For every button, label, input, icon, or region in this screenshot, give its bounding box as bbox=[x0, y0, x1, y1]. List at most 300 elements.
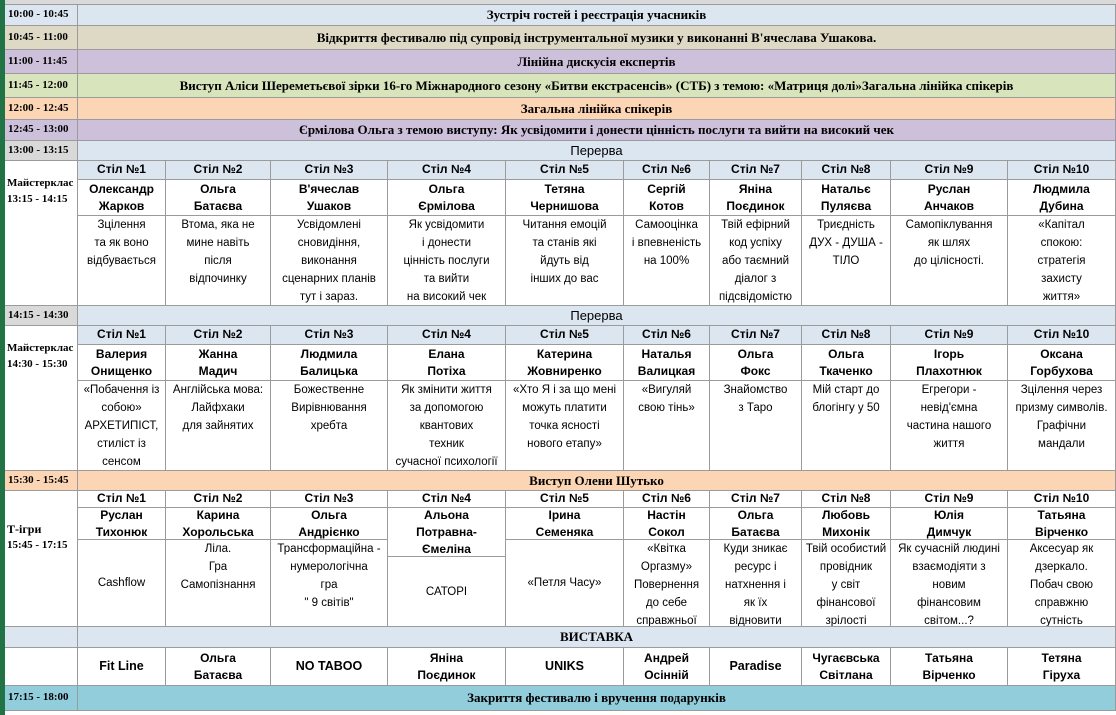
speaker-name-line: Юлія bbox=[933, 508, 965, 522]
speaker-name bbox=[1008, 508, 1116, 540]
speaker-name-line: Димчук bbox=[926, 524, 972, 539]
session-type: Т-ігри bbox=[7, 522, 42, 536]
session-time: 13:15 - 14:15 bbox=[7, 193, 68, 205]
talk-topic-line: виконання bbox=[301, 255, 357, 267]
talk-topic bbox=[166, 540, 271, 627]
speaker-name-line: Ємеліна bbox=[422, 541, 471, 556]
talk-topic-line: стратегія bbox=[1037, 255, 1086, 267]
event-cell bbox=[78, 26, 1116, 50]
speaker-name-line: Валерия bbox=[95, 346, 148, 361]
table-header-text: Стіл №6 bbox=[642, 162, 691, 177]
talk-topic-line: сенсом bbox=[102, 456, 141, 468]
talk-topic-line: мандали bbox=[1038, 438, 1085, 450]
talk-topic-line: ресурс і bbox=[734, 561, 777, 573]
talk-topic-line: справжньої bbox=[636, 615, 697, 627]
talk-topic-line: частина нашого bbox=[906, 420, 992, 432]
talk-topic-line: натхнення і bbox=[725, 579, 786, 591]
talk-topic-line: як шлях bbox=[927, 237, 971, 249]
talk-topic-line: Графічни bbox=[1036, 420, 1087, 432]
table-header bbox=[506, 491, 624, 508]
talk-topic-line: призму символів. bbox=[1015, 402, 1108, 414]
talk-topic bbox=[388, 381, 506, 471]
speaker-name-line: Сергій bbox=[647, 181, 686, 196]
talk-topic-line: Твій ефірний bbox=[721, 219, 790, 231]
speaker-name bbox=[1008, 345, 1116, 381]
talk-topic bbox=[1008, 216, 1116, 306]
table-header bbox=[388, 326, 506, 345]
talk-topic-line: сновидіння, bbox=[297, 237, 361, 249]
exhibitor-name-line: Батаєва bbox=[193, 667, 243, 682]
talk-topic-line: Англійська мова: bbox=[172, 384, 264, 396]
talk-topic-line: світом...? bbox=[924, 615, 974, 627]
speaker-name-line: Ольга bbox=[737, 508, 774, 522]
bottom-strip bbox=[0, 711, 1116, 715]
talk-topic bbox=[506, 540, 624, 627]
talk-topic-line: та як воно bbox=[94, 237, 149, 249]
talk-topic-line: стиліст із bbox=[97, 438, 146, 450]
table-header bbox=[271, 161, 388, 180]
speaker-name bbox=[506, 345, 624, 381]
speaker-name-line: Тихонюк bbox=[95, 524, 148, 539]
talk-topic-line: відбувається bbox=[87, 255, 156, 267]
session-time: 14:30 - 15:30 bbox=[7, 358, 68, 370]
speaker-name-line: Жанна bbox=[198, 346, 238, 361]
speaker-name bbox=[891, 180, 1008, 216]
talk-topic-line: точка ясності bbox=[529, 420, 600, 432]
talk-topic-line: цінність послуги bbox=[403, 255, 490, 267]
talk-topic-line: після bbox=[204, 255, 232, 267]
talk-topic-line: Оргазму» bbox=[640, 561, 693, 573]
speaker-name-line: Батаєва bbox=[193, 198, 243, 213]
table-header-text: Стіл №2 bbox=[193, 491, 243, 506]
exhibitor-name-line: Поєдинок bbox=[417, 667, 476, 682]
table-header bbox=[802, 161, 891, 180]
speaker-name-line: Вірченко bbox=[1034, 524, 1089, 539]
talk-topic bbox=[388, 216, 506, 306]
speaker-name-line: Єрмілова bbox=[418, 198, 475, 213]
table-header bbox=[166, 491, 271, 508]
table-header-text: Стіл №5 bbox=[540, 162, 589, 177]
speaker-name-line: Семеняка bbox=[535, 524, 594, 539]
talk-topic-line: на 100% bbox=[643, 255, 690, 267]
talk-topic-line: інших до вас bbox=[530, 273, 599, 285]
speaker-name-line: Хорольська bbox=[182, 524, 254, 539]
speaker-name-line: Елана bbox=[428, 346, 465, 361]
talk-topic-line: Ліла. bbox=[204, 543, 232, 555]
talk-topic bbox=[624, 540, 710, 627]
exhibitor-name-line: Світлана bbox=[819, 667, 873, 682]
event-cell-text: ВИСТАВКА bbox=[559, 629, 634, 645]
talk-topic-line: і донести bbox=[421, 237, 472, 249]
table-header bbox=[710, 326, 802, 345]
speaker-name-line: Ткаченко bbox=[819, 363, 873, 378]
talk-topic-line: Трансформаційна - bbox=[277, 543, 381, 555]
event-cell bbox=[78, 306, 1116, 326]
time-cell bbox=[5, 98, 78, 120]
exhibitor-name-line: Вірченко bbox=[922, 667, 976, 682]
talk-topic-line: підсвідомістю bbox=[718, 291, 793, 303]
talk-topic-line: " 9 світів" bbox=[304, 597, 354, 609]
talk-topic-line: до цілісності. bbox=[914, 255, 984, 267]
talk-topic-line: провідник bbox=[819, 561, 873, 573]
speaker-name-line: Чернишова bbox=[530, 198, 599, 213]
speaker-name-line: Валицкая bbox=[637, 363, 696, 378]
talk-topic-line: Лайфхаки bbox=[191, 402, 245, 414]
talk-topic-line: і впевненість bbox=[631, 237, 702, 249]
time-cell-text: 12:45 - 13:00 bbox=[8, 123, 69, 136]
table-header bbox=[891, 491, 1008, 508]
talk-topic-line: життя» bbox=[1042, 291, 1081, 303]
exhibitor-name bbox=[271, 648, 388, 686]
talk-topic-line: САТОРІ bbox=[425, 585, 468, 598]
table-header bbox=[891, 326, 1008, 345]
talk-topic-line: сучасної психології bbox=[395, 456, 498, 468]
exhibit-time-cell bbox=[5, 648, 78, 686]
speaker-name bbox=[271, 180, 388, 216]
speaker-name bbox=[388, 180, 506, 216]
exhibitor-name-line: Осінній bbox=[644, 667, 689, 682]
exhibitor-name bbox=[624, 648, 710, 686]
talk-topic bbox=[1008, 381, 1116, 471]
event-cell-text: Перерва bbox=[570, 307, 623, 323]
talk-topic-line: Повернення bbox=[633, 579, 700, 591]
speaker-name-line: Жовниренко bbox=[527, 363, 602, 378]
table-header-text: Стіл №1 bbox=[97, 491, 146, 506]
talk-topic-line: невід'ємна bbox=[920, 402, 978, 414]
speaker-name bbox=[388, 345, 506, 381]
event-cell bbox=[78, 471, 1116, 491]
speaker-name bbox=[271, 508, 388, 540]
speaker-name bbox=[891, 508, 1008, 540]
table-header bbox=[506, 161, 624, 180]
speaker-name bbox=[802, 508, 891, 540]
talk-topic-line: собою» bbox=[101, 402, 142, 414]
talk-topic-line: гра bbox=[320, 579, 338, 591]
session-type: Майстерклас bbox=[7, 177, 74, 189]
talk-topic-line: Самопізнання bbox=[180, 579, 256, 591]
table-header bbox=[624, 491, 710, 508]
speaker-name bbox=[710, 508, 802, 540]
talk-topic-line: фінансовим bbox=[917, 597, 981, 609]
table-header-text: Стіл №9 bbox=[924, 162, 974, 177]
speaker-name bbox=[166, 508, 271, 540]
talk-topic bbox=[802, 540, 891, 627]
event-cell-text: Загальна лінійка спікерів bbox=[520, 100, 673, 116]
talk-topic-line: діалог з bbox=[734, 273, 777, 285]
event-cell bbox=[78, 686, 1116, 711]
exhibitor-name-line: Paradise bbox=[729, 659, 782, 673]
speaker-name-line: Ольга bbox=[200, 181, 236, 196]
table-header-text: Стіл №6 bbox=[642, 327, 691, 342]
event-cell-text: Єрмілова Ольга з темою виступу: Як усвідомити і донести цінність послуги та вийти на високий чек bbox=[299, 122, 894, 138]
table-header-text: Стіл №2 bbox=[193, 327, 243, 342]
speaker-name-line: Руслан bbox=[927, 181, 971, 196]
event-cell bbox=[78, 50, 1116, 74]
talk-topic-line: ТІЛО bbox=[832, 255, 860, 267]
table-header bbox=[710, 161, 802, 180]
talk-topic-line: «Капітал bbox=[1038, 219, 1085, 231]
talk-topic bbox=[891, 540, 1008, 627]
table-header-text: Стіл №10 bbox=[1033, 327, 1090, 342]
speaker-name bbox=[710, 180, 802, 216]
talk-topic bbox=[710, 216, 802, 306]
talk-topic bbox=[710, 381, 802, 471]
table-header bbox=[78, 161, 166, 180]
table-header-text: Стіл №3 bbox=[304, 491, 354, 506]
table-header bbox=[1008, 161, 1116, 180]
table-header bbox=[1008, 326, 1116, 345]
speaker-name-line: Наталья bbox=[641, 346, 692, 361]
talk-topic-line: «Квітка bbox=[647, 543, 686, 555]
speaker-name-line: Олександр bbox=[89, 181, 154, 196]
table-header-text: Стіл №4 bbox=[422, 491, 471, 506]
speaker-name-line: Потравна- bbox=[416, 524, 477, 539]
table-header-text: Стіл №3 bbox=[304, 327, 354, 342]
talk-topic-line: нового етапу» bbox=[527, 438, 602, 450]
talk-topic-line: фінансової bbox=[816, 597, 876, 609]
talk-topic-line: Куди зникає bbox=[723, 543, 788, 555]
talk-topic-line: йдуть від bbox=[540, 255, 589, 267]
table-header-text: Стіл №9 bbox=[924, 491, 974, 506]
speaker-name-line: Оксана bbox=[1040, 346, 1083, 361]
speaker-name-line: Мадич bbox=[198, 363, 238, 378]
speaker-name-line: Ольга bbox=[428, 181, 465, 196]
talk-topic bbox=[166, 381, 271, 471]
talk-topic bbox=[78, 381, 166, 471]
table-header-text: Стіл №10 bbox=[1033, 491, 1090, 506]
talk-topic-line: «Вигуляй bbox=[641, 384, 692, 396]
session-label bbox=[5, 326, 78, 471]
talk-topic-line: справжню bbox=[1034, 597, 1089, 609]
exhibitor-name-line: UNIKS bbox=[545, 659, 584, 673]
talk-topic-line: Божественне bbox=[293, 384, 365, 396]
speaker-name-line: Тетяна bbox=[544, 181, 585, 196]
talk-topic-line: нумерологічна bbox=[290, 561, 368, 573]
talk-topic-line: Усвідомлені bbox=[297, 219, 361, 231]
exhibitor-name bbox=[1008, 648, 1116, 686]
talk-topic-line: спокою: bbox=[1040, 237, 1083, 249]
speaker-name-line: Плахотнюк bbox=[916, 363, 982, 378]
table-header-text: Стіл №4 bbox=[422, 327, 471, 342]
session-time: 15:45 - 17:15 bbox=[7, 539, 68, 551]
talk-topic-line: код успіху bbox=[729, 237, 782, 249]
exhibitor-name bbox=[506, 648, 624, 686]
time-cell-text: 15:30 - 15:45 bbox=[8, 473, 69, 486]
table-header bbox=[271, 491, 388, 508]
speaker-name bbox=[166, 345, 271, 381]
session-type: Майстерклас bbox=[7, 342, 74, 354]
talk-topic bbox=[78, 216, 166, 306]
speaker-name bbox=[802, 180, 891, 216]
talk-topic-line: Побач свою bbox=[1029, 579, 1094, 591]
time-cell bbox=[5, 50, 78, 74]
speaker-name bbox=[802, 345, 891, 381]
exhibitor-name bbox=[388, 648, 506, 686]
talk-topic-line: ДУХ - ДУША - bbox=[809, 237, 883, 249]
talk-topic-line: Мій старт до bbox=[812, 384, 880, 396]
exhibitor-name bbox=[891, 648, 1008, 686]
speaker-name-line: Потіха bbox=[427, 363, 466, 378]
talk-topic-line: техник bbox=[429, 438, 464, 450]
speaker-name-line: Пуляєва bbox=[820, 198, 872, 213]
table-header bbox=[388, 491, 506, 508]
table-header bbox=[710, 491, 802, 508]
talk-topic-line: АРХЕТИПІСТ, bbox=[84, 420, 159, 432]
talk-topic-line: Читання емоцій bbox=[522, 219, 607, 231]
talk-topic-line: Втома, яка не bbox=[181, 219, 255, 231]
speaker-name-line: Людмила bbox=[1033, 181, 1090, 196]
speaker-name bbox=[1008, 180, 1116, 216]
table-header-text: Стіл №7 bbox=[731, 327, 780, 342]
talk-topic-line: на високий чек bbox=[406, 291, 487, 303]
event-cell bbox=[78, 74, 1116, 98]
talk-topic-line: мине навіть bbox=[186, 237, 250, 249]
talk-topic-line: відновити bbox=[729, 615, 782, 627]
event-cell-text: Виступ Олени Шутько bbox=[529, 472, 664, 488]
talk-topic bbox=[271, 540, 388, 627]
talk-topic bbox=[166, 216, 271, 306]
talk-topic bbox=[624, 381, 710, 471]
speaker-name-line: Батаєва bbox=[731, 524, 780, 539]
talk-topic-line: до себе bbox=[645, 597, 688, 609]
event-cell bbox=[78, 98, 1116, 120]
speaker-name bbox=[78, 508, 166, 540]
table-header bbox=[78, 326, 166, 345]
speaker-name bbox=[506, 180, 624, 216]
exhibitor-name bbox=[710, 648, 802, 686]
event-cell-text: Перерва bbox=[570, 142, 623, 158]
speaker-name bbox=[710, 345, 802, 381]
speaker-name-line: Натальє bbox=[821, 181, 871, 196]
talk-topic-line: у світ bbox=[831, 579, 861, 591]
speaker-name-line: Ольга bbox=[737, 346, 774, 361]
exhibitor-name-line: Татьяна bbox=[925, 650, 973, 665]
speaker-name-line: Людмила bbox=[300, 346, 358, 361]
time-cell-text: 14:15 - 14:30 bbox=[8, 308, 69, 321]
table-header bbox=[506, 326, 624, 345]
talk-topic-line: за допомогою bbox=[409, 402, 484, 414]
time-cell bbox=[5, 74, 78, 98]
talk-topic-line: сутність bbox=[1040, 615, 1083, 627]
talk-topic-line: та вийти bbox=[423, 273, 470, 285]
talk-topic-line: зрілості bbox=[825, 615, 867, 627]
speaker-name-line: Ольга bbox=[311, 508, 347, 522]
table-header bbox=[166, 161, 271, 180]
talk-topic bbox=[624, 216, 710, 306]
exhibitor-name-line: Fit Line bbox=[99, 659, 144, 673]
event-cell bbox=[78, 120, 1116, 141]
speaker-name-line: Яніна bbox=[738, 181, 773, 196]
talk-topic bbox=[78, 540, 166, 627]
speaker-name bbox=[624, 345, 710, 381]
time-cell-text: 13:00 - 13:15 bbox=[8, 143, 69, 156]
talk-topic bbox=[271, 381, 388, 471]
talk-topic bbox=[891, 381, 1008, 471]
talk-topic bbox=[506, 381, 624, 471]
table-header-text: Стіл №1 bbox=[97, 327, 146, 342]
talk-topic-line: захисту bbox=[1041, 273, 1082, 285]
speaker-name-line: Карина bbox=[196, 508, 240, 522]
speaker-name-line: Онищенко bbox=[90, 363, 153, 378]
speaker-name-line: Горбухова bbox=[1030, 363, 1093, 378]
speaker-name-line: Ірина bbox=[548, 508, 581, 522]
speaker-name-line: Анчаков bbox=[923, 198, 975, 213]
time-cell bbox=[5, 471, 78, 491]
talk-topic-line: Гра bbox=[208, 561, 228, 573]
exhibitor-name-line: Тетяна bbox=[1041, 650, 1082, 665]
talk-topic-line: життя bbox=[933, 438, 965, 450]
talk-topic bbox=[271, 216, 388, 306]
event-cell bbox=[78, 5, 1116, 26]
talk-topic-line: Самооцінка bbox=[635, 219, 698, 231]
time-cell bbox=[5, 141, 78, 161]
table-header bbox=[78, 491, 166, 508]
speaker-name-line: Руслан bbox=[100, 508, 143, 522]
session-label bbox=[5, 161, 78, 306]
talk-topic-line: з Таро bbox=[738, 402, 773, 414]
talk-topic-line: та станів які bbox=[532, 237, 597, 249]
talk-topic-line: Зцілення bbox=[97, 219, 146, 231]
table-header-text: Стіл №7 bbox=[731, 162, 780, 177]
exhibitor-name-line: Гіруха bbox=[1042, 667, 1081, 682]
time-cell-text: 11:00 - 11:45 bbox=[8, 54, 68, 67]
time-cell bbox=[5, 627, 78, 648]
talk-topic-line: свою тінь» bbox=[638, 402, 695, 414]
talk-topic bbox=[506, 216, 624, 306]
table-header bbox=[1008, 491, 1116, 508]
talk-topic-line: Твій особистий bbox=[805, 543, 887, 555]
talk-topic-line: блогінгу у 50 bbox=[812, 402, 880, 414]
speaker-name-line: Котов bbox=[649, 198, 684, 213]
talk-topic-line: «Петля Часу» bbox=[527, 577, 602, 589]
talk-topic bbox=[891, 216, 1008, 306]
talk-topic bbox=[710, 540, 802, 627]
exhibitor-name-line: NO TABOO bbox=[295, 659, 363, 673]
table-header bbox=[624, 326, 710, 345]
talk-topic-line: «Побачення із bbox=[83, 384, 160, 396]
talk-topic-line: відпочинку bbox=[189, 273, 247, 285]
table-header-text: Стіл №8 bbox=[821, 162, 871, 177]
speaker-name-line: В'ячеслав bbox=[298, 181, 360, 196]
speaker-name-line: Ольга bbox=[828, 346, 864, 361]
table-header-text: Стіл №9 bbox=[924, 327, 974, 342]
talk-topic-line: сценарних планів bbox=[282, 273, 376, 285]
table-header-text: Стіл №8 bbox=[821, 327, 871, 342]
talk-topic-line: хребта bbox=[310, 420, 348, 432]
event-cell-text: Лінійна дискусія експертів bbox=[517, 53, 676, 69]
speaker-name bbox=[78, 180, 166, 216]
speaker-name-line: Катерина bbox=[536, 346, 593, 361]
talk-topic-line: Самопіклування bbox=[905, 219, 993, 231]
talk-topic-line: взаємодіяти з bbox=[912, 561, 986, 573]
speaker-name bbox=[891, 345, 1008, 381]
talk-topic bbox=[802, 381, 891, 471]
table-header-text: Стіл №6 bbox=[642, 491, 691, 506]
event-cell-text: Відкриття фестивалю під супровід інструментальної музики у виконанні В'ячеслава Ушакова. bbox=[316, 29, 877, 45]
talk-topic-line: Аксесуар як bbox=[1029, 543, 1094, 555]
talk-topic-line: Зцілення через bbox=[1020, 384, 1103, 396]
talk-topic bbox=[388, 557, 506, 627]
talk-topic-line: Як усвідомити bbox=[408, 219, 485, 231]
table-header-text: Стіл №5 bbox=[540, 327, 589, 342]
event-cell bbox=[78, 141, 1116, 161]
speaker-name-line: Альона bbox=[424, 508, 469, 522]
time-cell-text: 12:00 - 12:45 bbox=[8, 101, 69, 114]
table-header-text: Стіл №1 bbox=[97, 162, 146, 177]
talk-topic-line: квантових bbox=[419, 420, 474, 432]
talk-topic-line: Вирівнювання bbox=[291, 402, 367, 414]
speaker-name-line: Балицька bbox=[300, 363, 358, 378]
